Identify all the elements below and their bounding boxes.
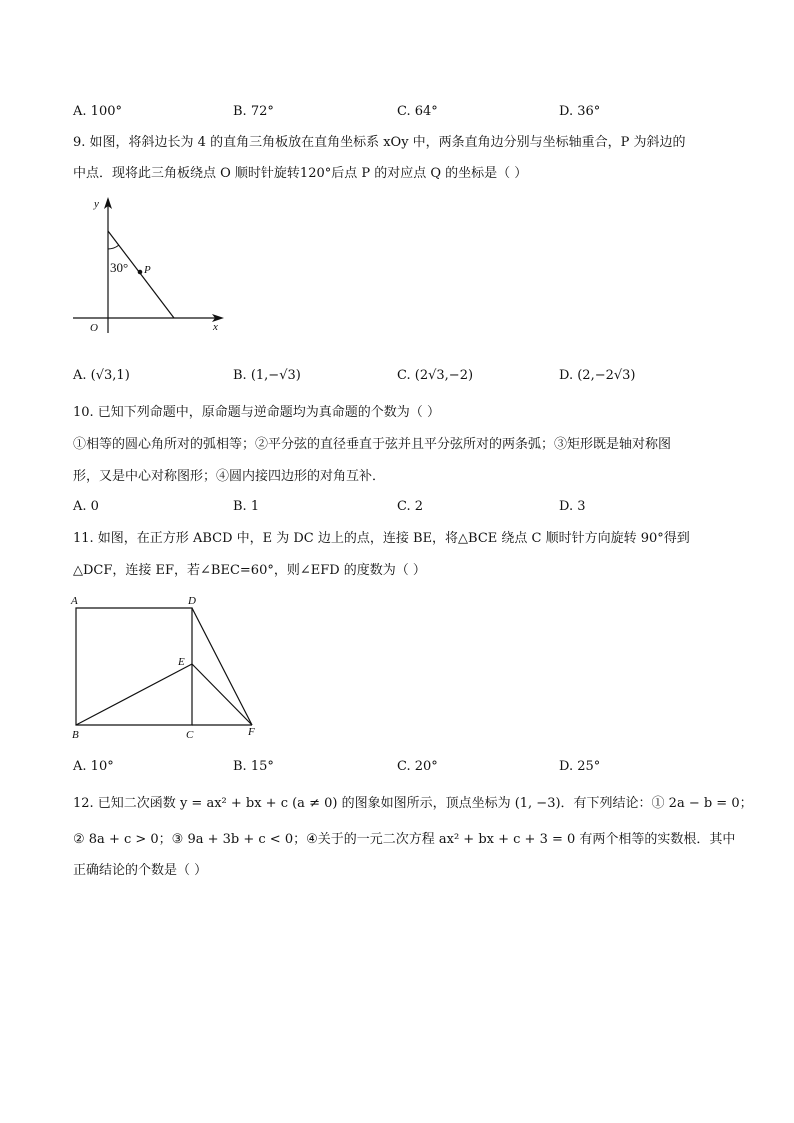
q10-options	[73, 499, 733, 517]
q8-option-a[interactable]: A. 100°	[73, 104, 122, 119]
label-c: C	[186, 729, 194, 741]
q9-option-b[interactable]: B. (1,−√3)	[233, 368, 301, 383]
segment-ef	[192, 664, 252, 725]
q9-options	[73, 368, 733, 386]
segment-df	[192, 608, 252, 725]
q11-stem-line2: △DCF，连接 EF，若∠BEC=60°，则∠EFD 的度数为（ ）	[73, 563, 426, 578]
q9-stem-line2: 中点．现将此三角板绕点 O 顺时针旋转120°后点 P 的对应点 Q 的坐标是（ ）	[73, 166, 528, 181]
point-p	[138, 270, 143, 275]
q12-stem-line3: 正确结论的个数是（ ）	[73, 863, 208, 878]
q8-option-b[interactable]: B. 72°	[233, 104, 274, 119]
label-d: D	[188, 595, 196, 607]
label-b: B	[72, 729, 79, 741]
q10-option-a[interactable]: A. 0	[73, 499, 99, 514]
q11-figure	[66, 590, 276, 746]
q8-options	[73, 104, 733, 122]
q10-option-c[interactable]: C. 2	[397, 499, 424, 514]
q9-option-a[interactable]: A. (√3,1)	[73, 368, 130, 383]
angle-arc	[108, 245, 119, 249]
point-p-label: P	[144, 264, 151, 276]
q8-option-d[interactable]: D. 36°	[559, 104, 601, 119]
square-abcd	[76, 608, 192, 725]
q12-stem-line2: ② 8a + c > 0；③ 9a + 3b + c < 0；④关于的一元二次方程 ax² + bx + c + 3 = 0 有两个相等的实数根．其中	[73, 832, 736, 847]
x-label: x	[213, 321, 218, 333]
q9-option-d[interactable]: D. (2,−2√3)	[559, 368, 636, 383]
q11-stem-line1: 11. 如图，在正方形 ABCD 中，E 为 DC 边上的点，连接 BE，将△BCE 绕点 C 顺时针方向旋转 90°得到	[73, 531, 690, 546]
y-label: y	[94, 198, 99, 210]
q11-options	[73, 759, 733, 777]
q11-option-a[interactable]: A. 10°	[73, 759, 114, 774]
label-a: A	[71, 595, 78, 607]
q12-stem-line1: 12. 已知二次函数 y = ax² + bx + c (a ≠ 0) 的图象如图所示，顶点坐标为 (1, −3)．有下列结论：① 2a − b = 0；	[73, 796, 753, 811]
q10-stem-line1: 10. 已知下列命题中，原命题与逆命题均为真命题的个数为（ ）	[73, 405, 440, 420]
q10-option-b[interactable]: B. 1	[233, 499, 260, 514]
q9-option-c[interactable]: C. (2√3,−2)	[397, 368, 474, 383]
q11-option-b[interactable]: B. 15°	[233, 759, 274, 774]
label-e: E	[178, 656, 185, 668]
angle-label: 30°	[110, 260, 129, 275]
q10-stem-line2: ①相等的圆心角所对的弧相等；②平分弦的直径垂直于弦并且平分弦所对的两条弧；③矩形既是轴对称图	[73, 437, 672, 452]
q8-option-c[interactable]: C. 64°	[397, 104, 438, 119]
q11-option-d[interactable]: D. 25°	[559, 759, 601, 774]
q10-option-d[interactable]: D. 3	[559, 499, 586, 514]
q10-stem-line3: 形，又是中心对称图形；④圆内接四边形的对角互补．	[73, 469, 386, 484]
label-f: F	[248, 726, 255, 738]
q9-figure	[68, 193, 238, 343]
q11-option-c[interactable]: C. 20°	[397, 759, 438, 774]
segment-be	[76, 664, 192, 725]
q9-stem-line1: 9. 如图，将斜边长为 4 的直角三角板放在直角坐标系 xOy 中，两条直角边分别与坐标轴重合，P 为斜边的	[73, 135, 686, 150]
origin-label: O	[90, 322, 98, 334]
